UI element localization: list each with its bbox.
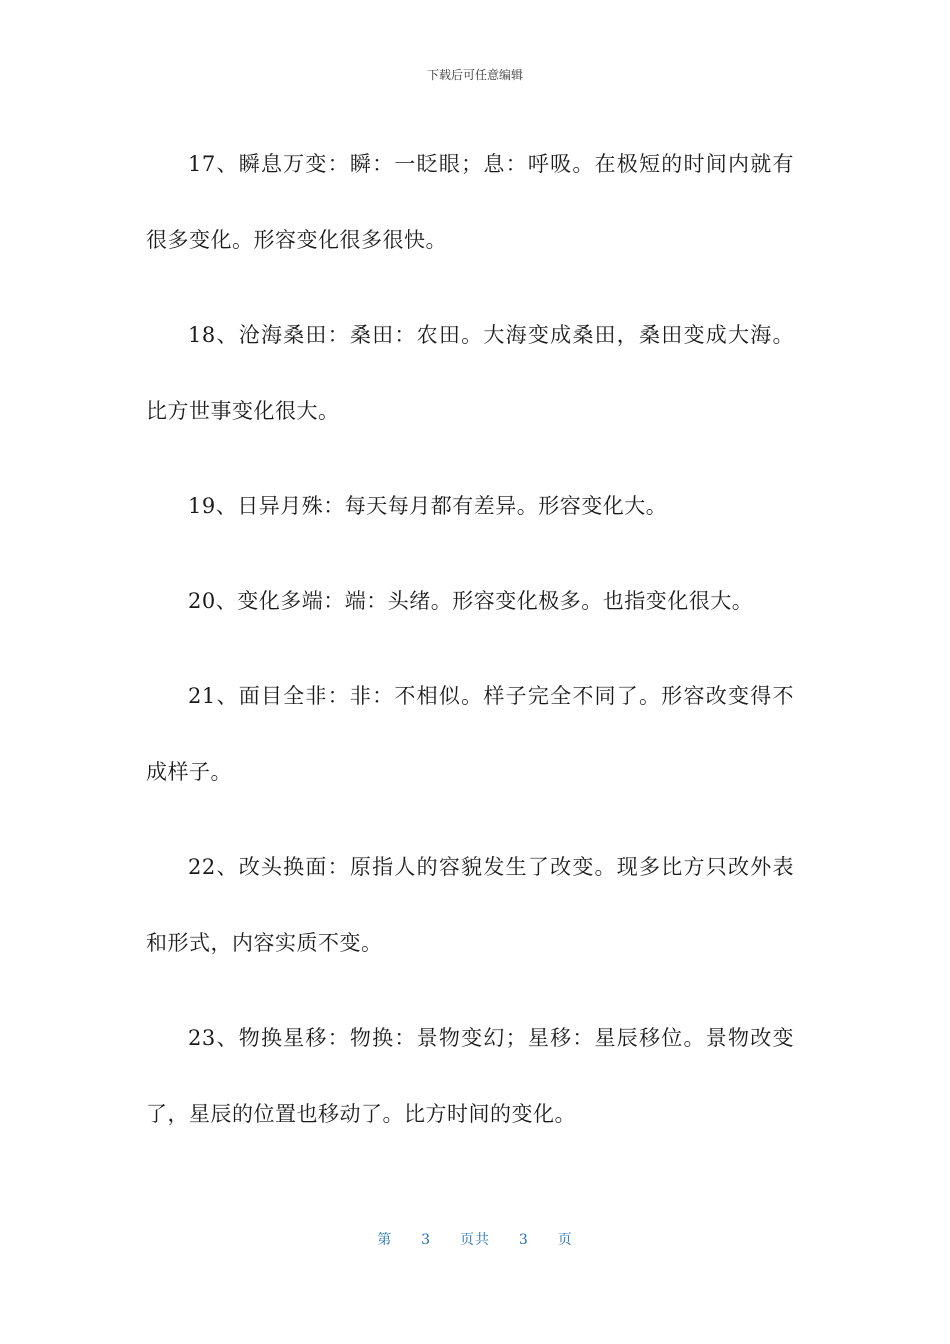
header-text: 下载后可任意编辑	[426, 68, 523, 82]
document-body	[146, 126, 794, 1171]
current-page-number: 3	[421, 1232, 432, 1248]
entry-20: 20、变化多端：端：头绪。形容变化极多。也指变化很大。	[188, 589, 754, 613]
entry-17: 17、瞬息万变：瞬：一眨眼；息：呼吸。在极短的时间内就有很多变化。形容变化很多很快。	[146, 152, 794, 252]
entry-22: 22、改头换面：原指人的容貌发生了改变。现多比方只改外表和形式，内容实质不变。	[146, 855, 794, 955]
entry-19: 19、日异月殊：每天每月都有差异。形容变化大。	[188, 494, 668, 518]
total-pages-number: 3	[518, 1232, 529, 1248]
page-label-mid: 页共	[460, 1232, 490, 1248]
entry-21: 21、面目全非：非：不相似。样子完全不同了。形容改变得不成样子。	[146, 684, 794, 784]
page-label-suffix: 页	[557, 1232, 573, 1248]
page-label-prefix: 第	[377, 1232, 393, 1248]
page-footer	[0, 1229, 950, 1249]
entry-23: 23、物换星移：物换：景物变幻；星移：星辰移位。景物改变了，星辰的位置也移动了。比方时间的变化。	[146, 1026, 794, 1126]
entry-18: 18、沧海桑田：桑田：农田。大海变成桑田，桑田变成大海。比方世事变化很大。	[146, 323, 794, 423]
page-header	[0, 66, 950, 83]
